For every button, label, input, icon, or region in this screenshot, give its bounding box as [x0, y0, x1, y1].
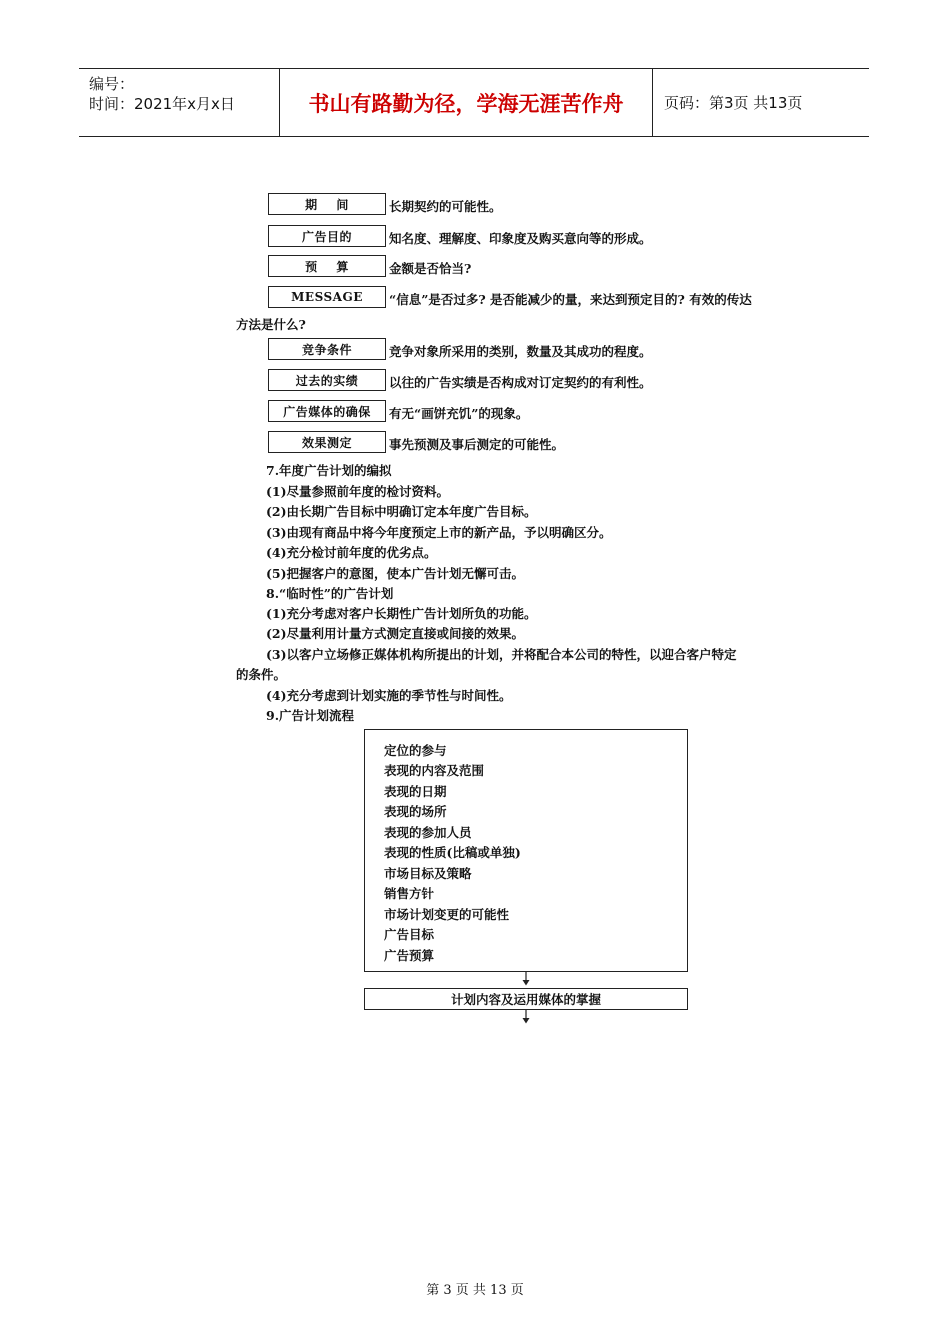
- flow-item: 表现的日期: [384, 784, 447, 799]
- section-8-item-continuation: 的条件。: [236, 667, 287, 682]
- section-7-item: (2)由长期广告目标中明确订定本年度广告目标。: [266, 504, 537, 519]
- page-header: [79, 68, 869, 137]
- label-text: 事先预测及事后测定的可能性。: [389, 437, 565, 452]
- flow-box-media: 计划内容及运用媒体的掌握: [364, 988, 688, 1010]
- section-7-item: (5)把握客户的意图，使本广告计划无懈可击。: [266, 566, 525, 581]
- label-text: 有无“画饼充饥”的现象。: [389, 406, 529, 421]
- section-7-item: (1)尽量参照前年度的检讨资料。: [266, 484, 450, 499]
- section-9-title: 9.广告计划流程: [266, 708, 355, 723]
- label-text-continuation: 方法是什么?: [236, 317, 306, 332]
- section-8-title: 8.“临时性”的广告计划: [266, 586, 394, 601]
- label-text: 知名度、理解度、印象度及购买意向等的形成。: [389, 231, 652, 246]
- label-text: 金额是否恰当?: [389, 261, 472, 276]
- arrow-down-icon: [520, 972, 532, 986]
- section-7-item: (3)由现有商品中将今年度预定上市的新产品，予以明确区分。: [266, 525, 612, 540]
- label-box: 竞争条件: [268, 338, 386, 360]
- flow-item: 定位的参与: [384, 743, 447, 758]
- date-label: 时间：2021年x月x日: [89, 95, 235, 113]
- number-label: 编号：: [89, 75, 135, 93]
- flow-item: 销售方针: [384, 886, 435, 901]
- flow-item: 表现的场所: [384, 804, 447, 819]
- section-8-item: (4)充分考虑到计划实施的季节性与时间性。: [266, 688, 512, 703]
- label-text: “信息”是否过多? 是否能减少的量，来达到预定目的? 有效的传达: [389, 292, 752, 307]
- label-text: 竞争对象所采用的类别，数量及其成功的程度。: [389, 344, 652, 359]
- label-text: 以往的广告实绩是否构成对订定契约的有利性。: [389, 375, 652, 390]
- flow-box: [364, 729, 688, 972]
- section-8-item: (2)尽量利用计量方式测定直接或间接的效果。: [266, 626, 525, 641]
- label-box: MESSAGE: [268, 286, 386, 308]
- section-7-item: (4)充分检讨前年度的优劣点。: [266, 545, 437, 560]
- flow-item: 市场计划变更的可能性: [384, 907, 510, 922]
- label-box: 效果测定: [268, 431, 386, 453]
- flow-item: 广告目标: [384, 927, 435, 942]
- page-footer: 第 3 页 共 13 页: [426, 1283, 524, 1298]
- page-info: 页码：第3页 共13页: [664, 94, 803, 112]
- label-box: 预 算: [268, 255, 386, 277]
- label-box: 期 间: [268, 193, 386, 215]
- motto: 书山有路勤为径，学海无涯苦作舟: [280, 69, 653, 136]
- header-meta: [79, 69, 280, 136]
- flow-item: 市场目标及策略: [384, 866, 472, 881]
- section-7-title: 7.年度广告计划的编拟: [266, 463, 392, 478]
- flow-item: 表现的参加人员: [384, 825, 472, 840]
- label-box: 广告目的: [268, 225, 386, 247]
- label-box: 过去的实绩: [268, 369, 386, 391]
- flow-item: 广告预算: [384, 948, 435, 963]
- section-8-item: (1)充分考虑对客户长期性广告计划所负的功能。: [266, 606, 537, 621]
- label-text: 长期契约的可能性。: [389, 199, 502, 214]
- flow-item: 表现的性质(比稿或单独): [384, 845, 521, 860]
- flow-item: 表现的内容及范围: [384, 763, 485, 778]
- label-box: 广告媒体的确保: [268, 400, 386, 422]
- section-8-item: (3)以客户立场修正媒体机构所提出的计划，并将配合本公司的特性，以迎合客户特定: [266, 647, 737, 662]
- arrow-down-icon: [520, 1010, 532, 1024]
